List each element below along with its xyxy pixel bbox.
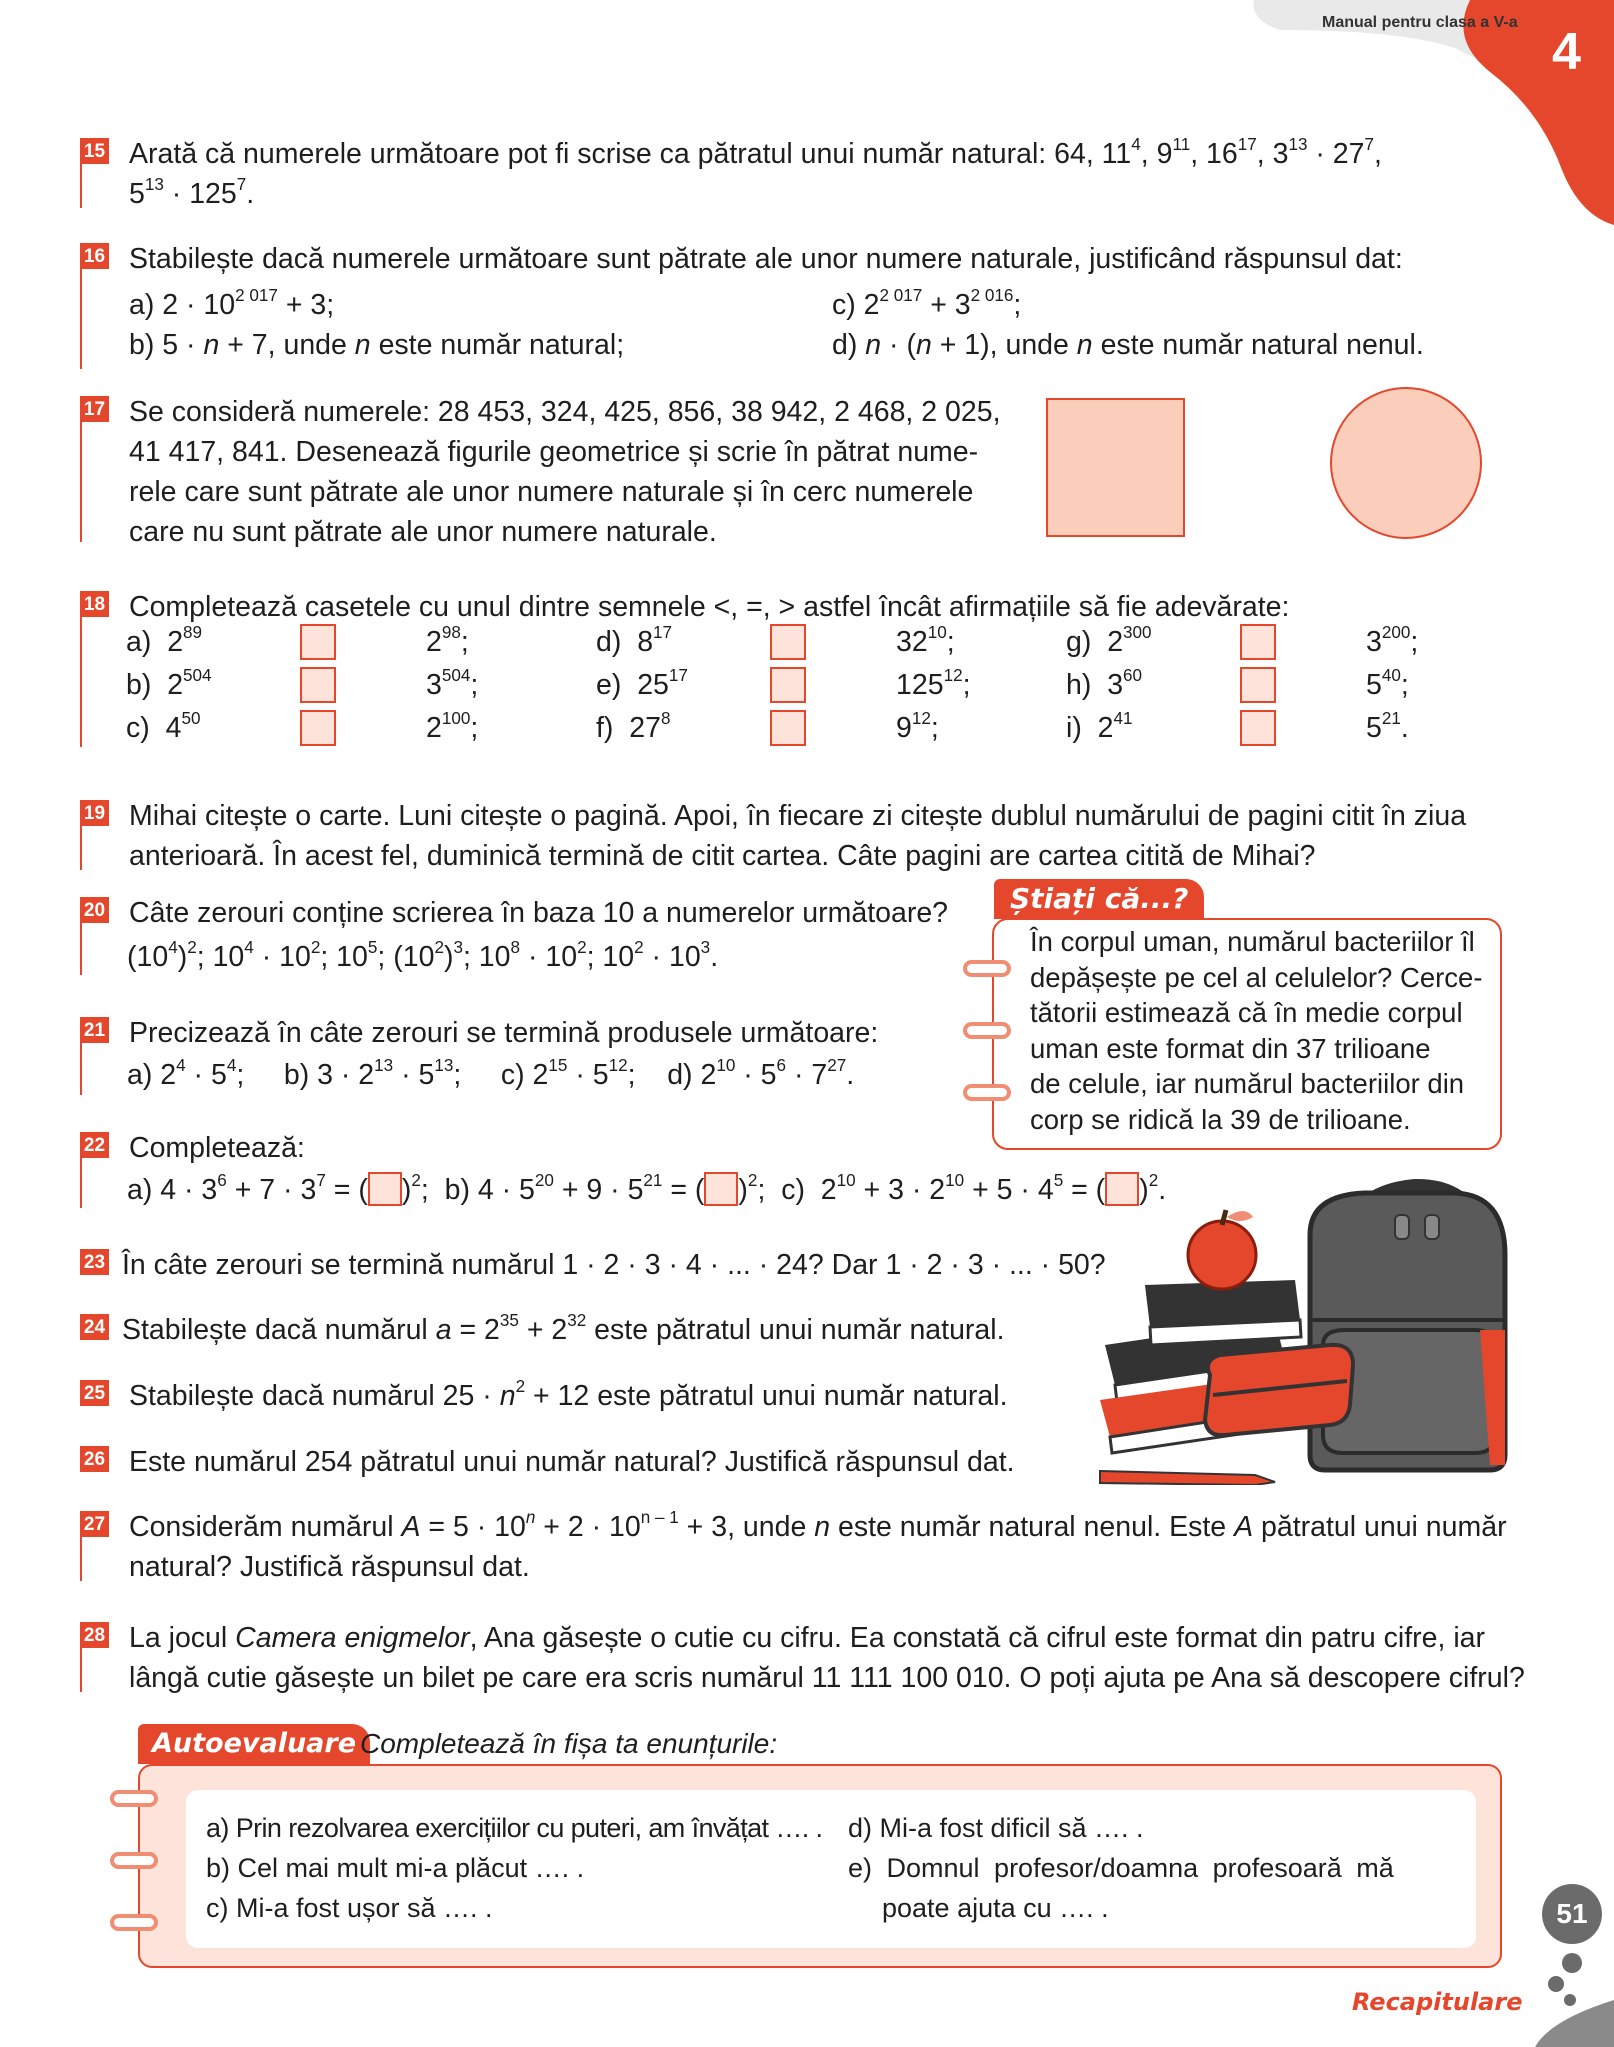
exercise-number: 19 (80, 800, 109, 826)
comparison-right: $5^{40}$; (1366, 666, 1409, 701)
circle-shape (1330, 387, 1482, 539)
self-assessment-e: e) Domnul profesor/doamna profesoară mă (848, 1853, 1394, 1883)
item-a: a) $2 \cdot 10^{2 017} + 3$; (129, 286, 335, 321)
comparison-left: h) $3^{60}$ (1066, 666, 1143, 701)
comparison-left: e) $25^{17}$ (596, 666, 688, 701)
binder-ring (110, 1852, 158, 1869)
comparison-box[interactable] (770, 667, 806, 703)
binder-ring (963, 1084, 1011, 1101)
comparison-box[interactable] (1240, 710, 1276, 746)
binder-ring (963, 960, 1011, 977)
page-number: 51 (1556, 1898, 1588, 1929)
exercise-line: natural? Justifică răspunsul dat. (129, 1551, 530, 1583)
exercise-text: Precizează în câte zerouri se termină produsele următoare: (129, 1017, 879, 1049)
exercise-number: 20 (80, 897, 109, 923)
exercise-line: lângă cutie găsește un bilet pe care era scris numărul 11 111 100 010. O poți ajuta pe Ana să descopere cifrul? (129, 1662, 1525, 1694)
comparison-right: $3^{504}$; (426, 666, 479, 701)
exercise-text: La jocul Camera enigmelor, Ana găsește o cutie cu cifru. Ea constată că cifrul este format din patru cifre, iar (129, 1622, 1486, 1654)
self-assessment-c: c) Mi-a fost ușor să …. . (206, 1893, 493, 1923)
self-assessment-subtitle: Completează în fișa ta enunțurile: (360, 1728, 778, 1759)
exercise-number: 24 (80, 1314, 109, 1340)
self-assessment-d: d) Mi-a fost dificil să …. . (848, 1813, 1144, 1843)
section-name: Recapitulare (1352, 1988, 1523, 2016)
comparison-left: a) $2^{89}$ (126, 623, 203, 658)
square-shape (1046, 398, 1185, 537)
exercise-line: Se consideră numerele: 28 453, 324, 425, 856, 38 942, 2 468, 2 025, (129, 396, 1001, 428)
exercise-text: În câte zerouri se termină numărul 1 · 2 · 3 · 4 · ... · 24? Dar 1 · 2 · 3 · ... · 50? (122, 1249, 1106, 1281)
comparison-left: d) $8^{17}$ (596, 623, 673, 658)
exercise-number: 26 (80, 1446, 109, 1472)
exercise-text: Câte zerouri conține scrierea în baza 10 a numerelor următoare? (129, 897, 949, 929)
exercise-expressions: $(10^4)^2$; $10^4 \cdot 10^2$; $10^5$; $(10^2)^3$; $10^8 \cdot 10^2$; $10^2 \cdot 10^3$. (127, 938, 719, 973)
exercise-text: Considerăm numărul $A = 5 \cdot 10^n + 2 \cdot 10^{n - 1} + 3$, unde n este număr natural nenul. Este A pătratul unui număr (129, 1508, 1507, 1543)
comparison-box[interactable] (300, 710, 336, 746)
comparison-box[interactable] (300, 624, 336, 660)
exercise-text: Este numărul 254 pătratul unui număr natural? Justifică răspunsul dat. (129, 1446, 1015, 1478)
self-assessment-title: Autoevaluare (138, 1724, 370, 1764)
binder-ring (110, 1914, 158, 1931)
exercise-items: a) $4 \cdot 3^6 + 7 \cdot 3^7$ = ( )$^2$; b) $4 \cdot 5^{20} + 9 \cdot 5^{21}$ = ( )$^2$; c) $2^{10} + 3 \cdot 2^{10} + 5 \cdot 4^5$ = ( )$^2$. (127, 1171, 1167, 1206)
exercise-text: Completează casetele cu unul dintre semnele <, =, > astfel încât afirmațiile să fie adevărate: (129, 591, 1290, 623)
exercise-items: a) $2^4 \cdot 5^4$; b) $3 \cdot 2^{13} \cdot 5^{13}$; c) $2^{15} \cdot 5^{12}$; d) $2^{10} \cdot 5^6 \cdot 7^{27}$. (127, 1056, 855, 1091)
exercise-line: anterioară. În acest fel, duminică termină de citit cartea. Câte pagini are cartea citită de Mihai? (129, 840, 1316, 872)
chapter-number: 4 (1552, 23, 1581, 81)
exercise-number: 15 (80, 138, 109, 164)
answer-box[interactable] (704, 1172, 738, 1206)
header-title: Manual pentru clasa a V-a (1322, 14, 1518, 31)
exercise-number: 27 (80, 1511, 109, 1537)
comparison-right: $32^{10}$; (896, 623, 955, 658)
comparison-left: g) $2^{300}$ (1066, 623, 1152, 658)
answer-box[interactable] (368, 1172, 402, 1206)
exercise-text: Completează: (129, 1132, 305, 1164)
exercise-line: care nu sunt pătrate ale unor numere naturale. (129, 516, 717, 548)
exercise-text: Stabilește dacă numărul $a = 2^{35} + 2^{32}$ este pătratul unui număr natural. (122, 1311, 1005, 1346)
comparison-left: c) $4^{50}$ (126, 709, 201, 744)
item-d: d) n · (n + 1), unde n este număr natural nenul. (832, 329, 1424, 361)
self-assessment-e-cont: poate ajuta cu …. . (882, 1893, 1109, 1923)
exercise-text: Stabilește dacă numerele următoare sunt pătrate ale unor numere naturale, justificând răspunsul dat: (129, 243, 1403, 275)
comparison-right: $3^{200}$; (1366, 623, 1419, 658)
did-you-know-title: Știați că...? (994, 879, 1204, 919)
comparison-right: $2^{100}$; (426, 709, 479, 744)
item-c: c) $2^{2 017} + 3^{2 016}$; (832, 286, 1022, 321)
comparison-box[interactable] (770, 624, 806, 660)
self-assessment-b: b) Cel mai mult mi-a plăcut …. . (206, 1853, 585, 1883)
exercise-line: Mihai citește o carte. Luni citește o pagină. Apoi, în fiecare zi citește dublul numărului de pagini citit în ziua (129, 800, 1467, 832)
binder-ring (963, 1022, 1011, 1039)
self-assessment-a: a) Prin rezolvarea exercițiilor cu puteri, am învățat …. . (206, 1813, 823, 1843)
exercise-number: 25 (80, 1380, 109, 1406)
exercise-text: Stabilește dacă numărul $25 \cdot n^2 + 12$ este pătratul unui număr natural. (129, 1377, 1008, 1412)
exercise-number: 16 (80, 243, 109, 269)
comparison-right: $5^{21}$. (1366, 709, 1409, 744)
footer-decoration (1510, 1860, 1614, 2047)
comparison-box[interactable] (300, 667, 336, 703)
exercise-number: 21 (80, 1017, 109, 1043)
exercise-number: 17 (80, 396, 109, 422)
comparison-right: $125^{12}$; (896, 666, 971, 701)
comparison-left: i) $2^{41}$ (1066, 709, 1133, 744)
binder-ring (110, 1790, 158, 1807)
school-supplies-illustration (1095, 1155, 1515, 1485)
exercise-line: rele care sunt pătrate ale unor numere naturale și în cerc numerele (129, 476, 974, 508)
comparison-left: b) $2^{504}$ (126, 666, 212, 701)
comparison-box[interactable] (1240, 667, 1276, 703)
exercise-number: 23 (80, 1249, 109, 1275)
exercise-line: 41 417, 841. Desenează figurile geometrice și scrie în pătrat nume- (129, 436, 979, 468)
comparison-box[interactable] (1240, 624, 1276, 660)
exercise-number: 18 (80, 591, 109, 617)
item-b: b) 5 · n + 7, unde n este număr natural; (129, 329, 625, 361)
comparison-right: $2^{98}$; (426, 623, 469, 658)
comparison-left: f) $27^8$ (596, 709, 671, 744)
exercise-number: 28 (80, 1622, 109, 1648)
exercise-number: 22 (80, 1132, 109, 1158)
did-you-know-text: În corpul uman, numărul bacteriilor îl depășește pe cel al celulelor? Cerce- tătorii estimează că în medie corpul uman este format din 37 trilioane de celule, iar numărul bacteriilor din corp se ridică la 39 de trilioane. (1030, 926, 1483, 1135)
comparison-right: $9^{12}$; (896, 709, 939, 744)
exercise-text: Arată că numerele următoare pot fi scrise ca pătratul unui număr natural: 64, $11^4$, $9^{11}$, $16^{17}$, $3^{13} \cdot 27^7$, $5^{13} \cdot 125^7$. (129, 135, 1382, 210)
comparison-box[interactable] (770, 710, 806, 746)
